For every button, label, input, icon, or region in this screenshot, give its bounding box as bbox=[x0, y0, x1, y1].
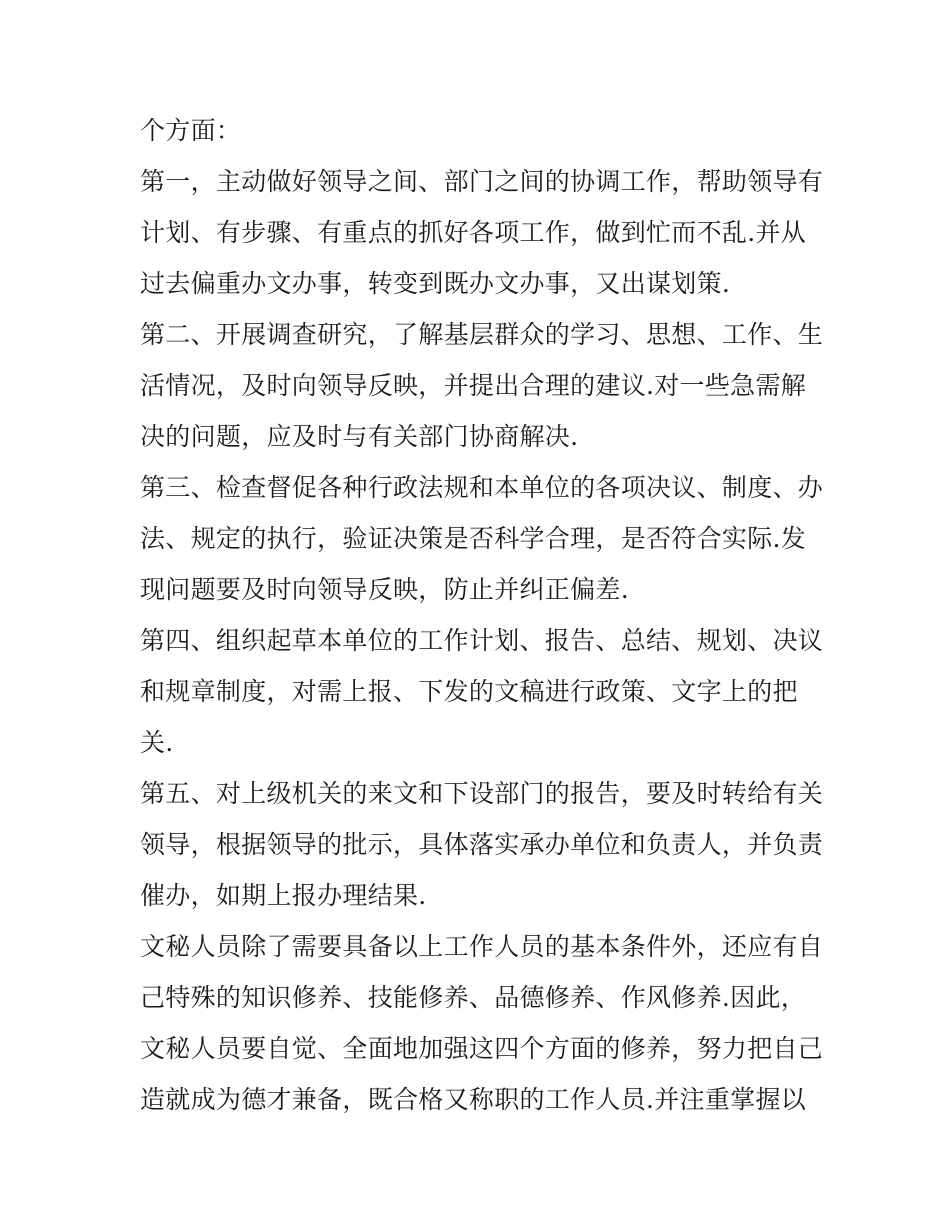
text-line: 造就成为德才兼备，既合格又称职的工作人员.并注重掌握以 bbox=[140, 1085, 807, 1114]
text-line: 文秘人员除了需要具备以上工作人员的基本条件外，还应有自 bbox=[140, 932, 824, 961]
text-line: 第四、组织起草本单位的工作计划、报告、总结、规划、决议 bbox=[140, 626, 824, 655]
text-line: 第三、检查督促各种行政法规和本单位的各项决议、制度、办 bbox=[140, 473, 824, 502]
text-line: 计划、有步骤、有重点的抓好各项工作，做到忙而不乱.并从 bbox=[140, 218, 807, 247]
text-line: 法、规定的执行，验证决策是否科学合理，是否符合实际.发 bbox=[140, 524, 807, 553]
text-line: 第一，主动做好领导之间、部门之间的协调工作，帮助领导有 bbox=[140, 167, 824, 196]
text-line: 现问题要及时向领导反映，防止并纠正偏差. bbox=[140, 575, 629, 604]
text-line: 和规章制度，对需上报、下发的文稿进行政策、文字上的把 bbox=[140, 677, 798, 706]
text-line: 第五、对上级机关的来文和下设部门的报告，要及时转给有关 bbox=[140, 779, 824, 808]
text-line: 活情况，及时向领导反映，并提出合理的建议.对一些急需解 bbox=[140, 371, 807, 400]
text-line: 领导，根据领导的批示，具体落实承办单位和负责人，并负责 bbox=[140, 830, 824, 859]
text-line: 第二、开展调查研究，了解基层群众的学习、思想、工作、生 bbox=[140, 320, 824, 349]
text-line: 催办，如期上报办理结果. bbox=[140, 881, 427, 910]
text-line: 过去偏重办文办事，转变到既办文办事，又出谋划策. bbox=[140, 269, 731, 298]
text-line: 己特殊的知识修养、技能修养、品德修养、作风修养.因此， bbox=[140, 983, 807, 1012]
text-line: 文秘人员要自觉、全面地加强这四个方面的修养，努力把自己 bbox=[140, 1034, 824, 1063]
text-line: 个方面： bbox=[140, 116, 242, 145]
text-line: 关. bbox=[140, 728, 174, 757]
text-line: 决的问题，应及时与有关部门协商解决. bbox=[140, 422, 579, 451]
document-body bbox=[140, 108, 824, 1128]
